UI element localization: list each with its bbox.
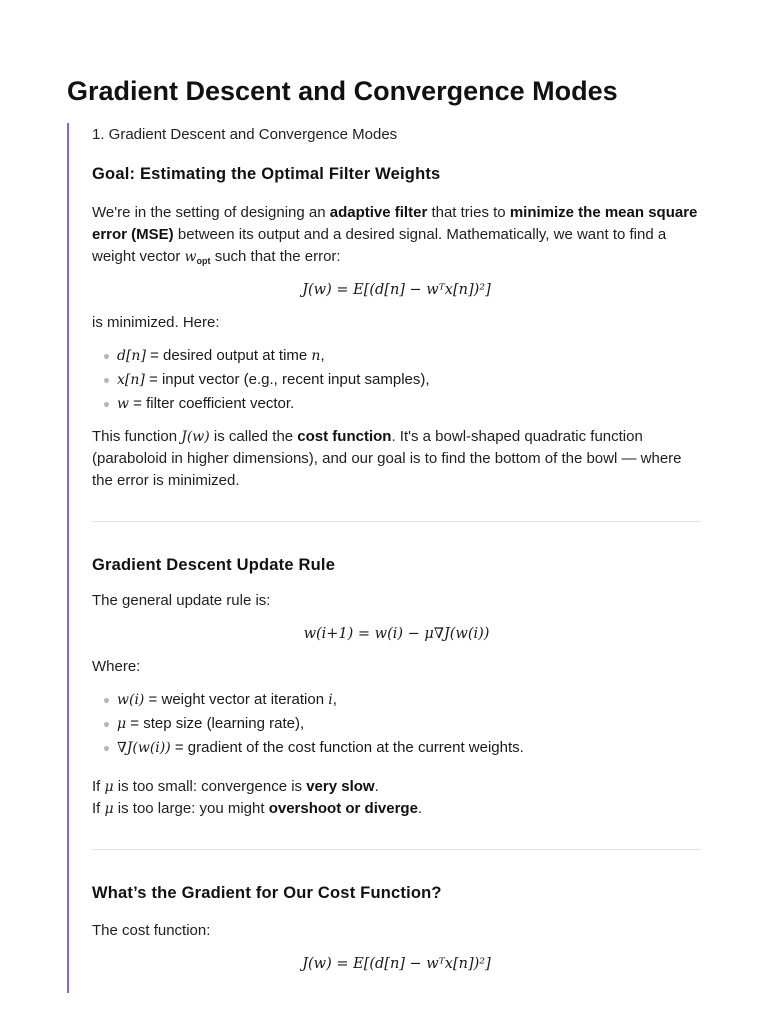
- gradient-heading: What’s the Gradient for Our Cost Function?: [92, 884, 442, 902]
- list-item: d[n] = desired output at time n,: [92, 345, 701, 367]
- general-rule-text: The general update rule is:: [92, 592, 271, 609]
- update-equation: w(i+1) = w(i) − μ∇J(w(i)): [303, 626, 490, 642]
- numbered-list-item: 1. Gradient Descent and Convergence Modes: [92, 126, 398, 143]
- step-size-notes: If μ is too small: convergence is very slow. If μ is too large: you might overshoot or diverge.: [92, 778, 423, 817]
- minimized-text: is minimized. Here:: [92, 314, 220, 331]
- cost-equation-repeat: J(w) = E[(d[n] − wᵀx[n])²]: [302, 956, 491, 972]
- divider: [92, 521, 701, 522]
- list-item: ∇J(w(i)) = gradient of the cost function at the current weights.: [92, 737, 701, 759]
- cost-function-label: The cost function:: [92, 922, 211, 939]
- update-bullet-list: [92, 689, 701, 759]
- page-title: Gradient Descent and Convergence Modes: [67, 76, 618, 106]
- list-item: w = filter coefficient vector.: [92, 393, 701, 415]
- goal-intro-paragraph: We're in the setting of designing an adaptive filter that tries to minimize the mean square error (MSE) between its output and a desired signal. Mathematically, we want to find a weight vector $w_{opt}$ such that the error:: [92, 204, 698, 266]
- cost-equation: J(w) = E[(d[n] − wᵀx[n])²]: [302, 282, 491, 298]
- list-item: μ = step size (learning rate),: [92, 713, 701, 735]
- where-text: Where:: [92, 658, 141, 675]
- goal-bullet-list: [92, 345, 701, 415]
- cost-function-paragraph: This function J(w) is called the cost function. It's a bowl-shaped quadratic function (paraboloid in higher dimensions), and our goal is to find the bottom of the bowl — where the error is minimized.: [92, 428, 682, 489]
- blockquote: [67, 123, 707, 993]
- goal-heading: Goal: Estimating the Optimal Filter Weights: [92, 165, 441, 183]
- divider: [92, 849, 701, 850]
- list-item: x[n] = input vector (e.g., recent input samples),: [92, 369, 701, 391]
- update-rule-heading: Gradient Descent Update Rule: [92, 556, 336, 574]
- list-item: w(i) = weight vector at iteration i,: [92, 689, 701, 711]
